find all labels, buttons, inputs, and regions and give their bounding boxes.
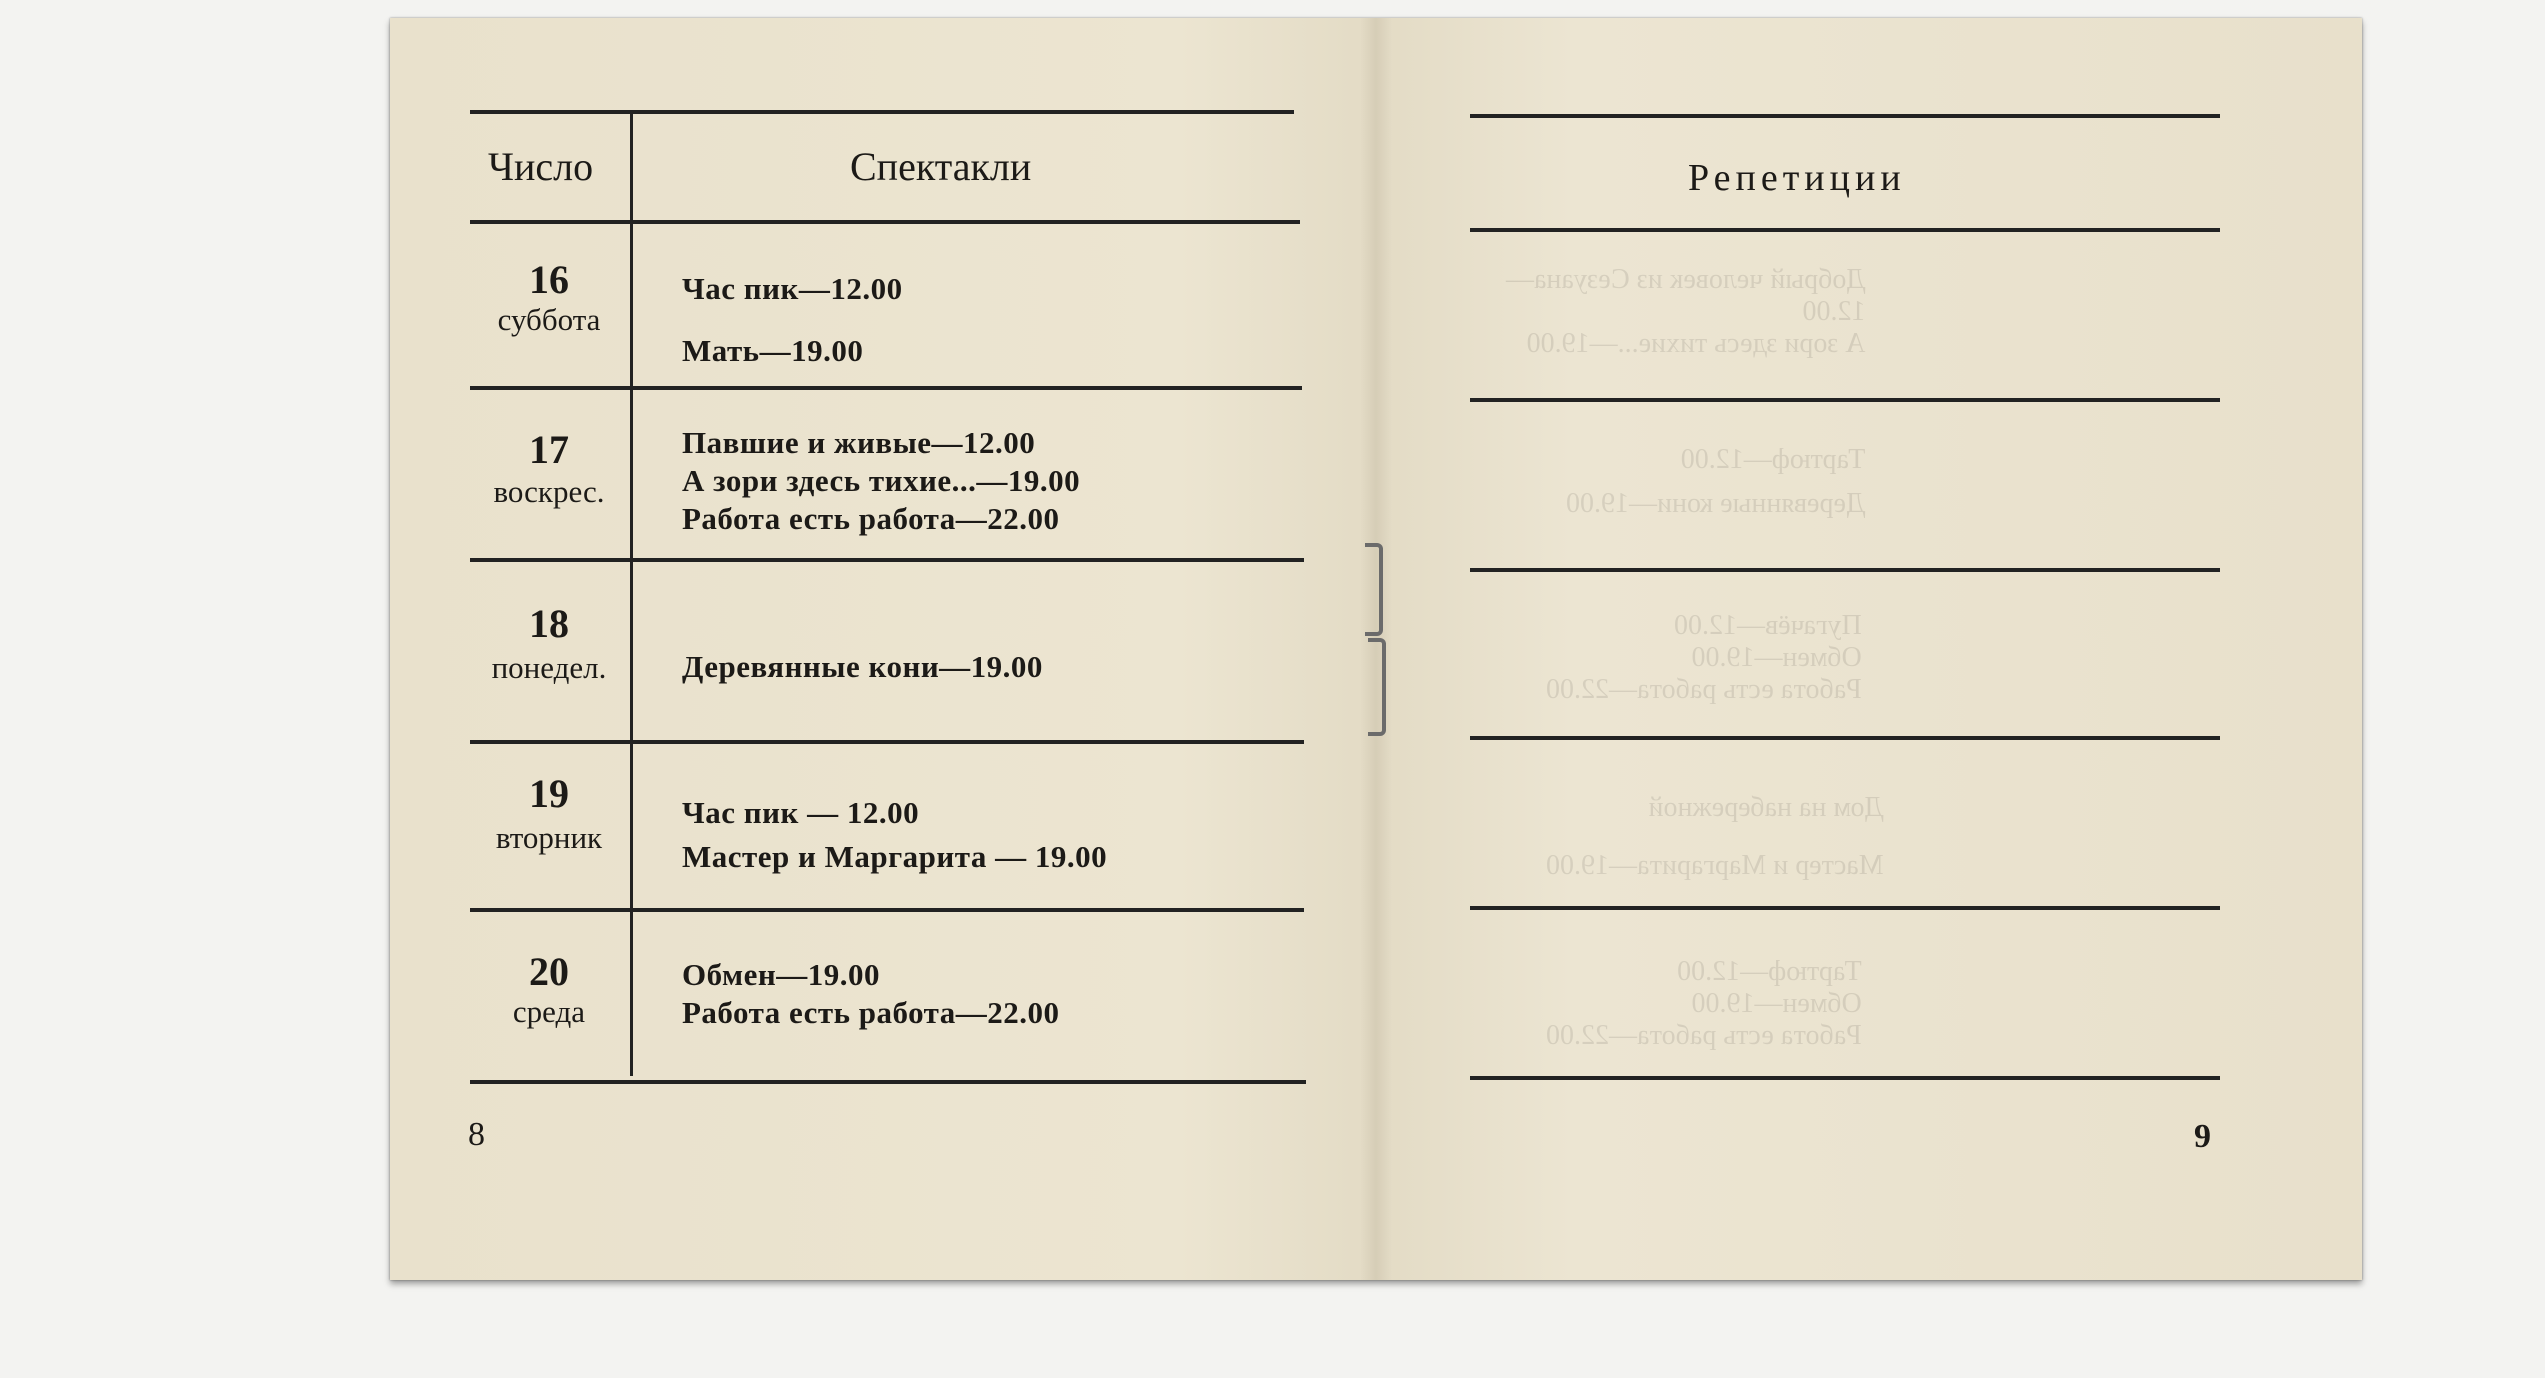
day-weekday: понедел. [491,650,607,685]
header-bottom-rule [470,220,1300,224]
show-through-text: Пугачёв—12.00 Обмен—19.00 Работа есть работа—22.00 [1546,610,1862,705]
show-through-text: Дом на набережной Мастер и Маргарита—19.00 [1546,792,1884,881]
performance-item: Работа есть работа—22.00 [682,501,1060,536]
date-column-header: Число [488,144,594,189]
performance-item: Мастер и Маргарита — 19.00 [682,839,1108,874]
day-number: 16 [529,257,569,302]
day-number: 20 [529,949,569,994]
row-divider [1470,736,2220,740]
show-through-text: Тартюф—12.00 Деревянные кони—19.00 [1566,444,1866,519]
table-top-rule [1470,114,2220,118]
day-number: 18 [529,601,569,646]
booklet [390,18,2362,1280]
performance-list [682,956,1060,1032]
column-divider [630,110,633,1076]
day-weekday: суббота [497,302,601,337]
row-divider [470,740,1304,744]
row-divider [470,558,1304,562]
right-page [1376,18,2362,1280]
day-weekday: вторник [495,820,603,855]
rehearsals-column-header: Репетиции [1688,157,1906,199]
performance-item: Мать—19.00 [682,333,864,368]
performance-item: Обмен—19.00 [682,957,880,992]
performance-list [682,648,1043,686]
performance-item: А зори здесь тихие...—19.00 [682,463,1081,498]
performance-list [682,424,1080,538]
day-weekday: среда [512,994,586,1029]
page-number: 9 [2194,1118,2211,1155]
show-through-text: Тартюф—12.00 Обмен—19.00 Работа есть работа—22.00 [1546,956,1862,1051]
row-divider [1470,568,2220,572]
left-page [390,18,1376,1280]
show-through-text: Добрый человек из Сезуана— 12.00 А зори здесь тихие...—19.00 [1506,264,1866,359]
performance-item: Павшие и живые—12.00 [682,425,1036,460]
performance-list [682,794,1107,876]
row-divider [1470,906,2220,910]
performances-column-header: Спектакли [850,144,1032,189]
performance-item: Работа есть работа—22.00 [682,995,1060,1030]
day-number: 17 [529,427,569,472]
table-top-rule [470,110,1294,114]
performance-item: Час пик—12.00 [682,271,903,306]
row-divider [470,908,1304,912]
row-divider [1470,398,2220,402]
table-bottom-rule [1470,1076,2220,1080]
header-bottom-rule [1470,228,2220,232]
performance-item: Час пик — 12.00 [682,795,920,830]
row-divider [470,386,1302,390]
page-number: 8 [468,1116,485,1153]
performance-item: Деревянные кони—19.00 [682,649,1043,684]
table-bottom-rule [470,1080,1306,1084]
day-weekday: воскрес. [493,474,605,509]
performance-list [682,270,903,370]
day-number: 19 [529,771,569,816]
